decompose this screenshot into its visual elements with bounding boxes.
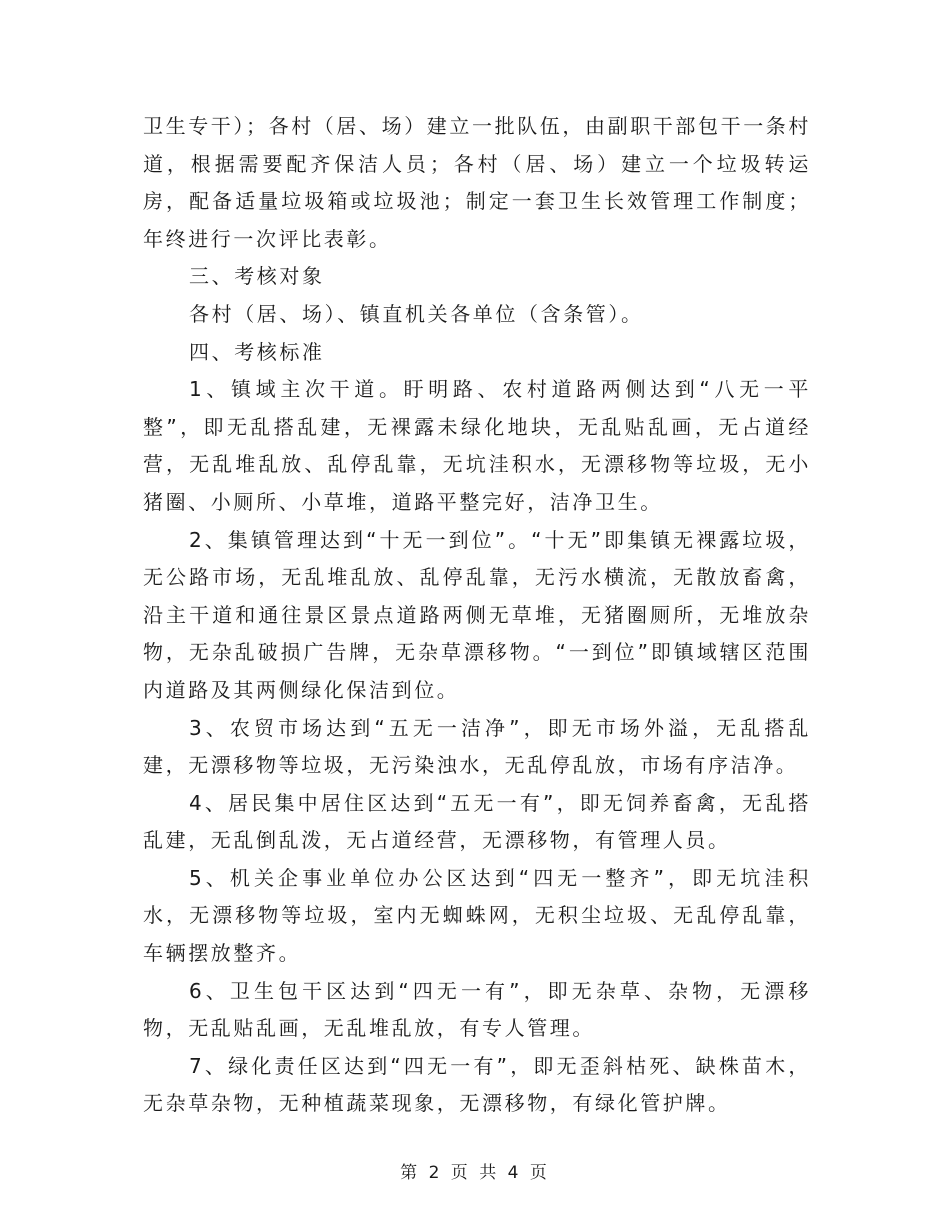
standard-item-5: 5、机关企事业单位办公区达到“四无一整齐”，即无坑洼积水，无漂移物等垃圾，室内无蜘蛛网，无积尘垃圾、无乱停乱靠，车辆摆放整齐。: [143, 865, 811, 966]
paragraph-assessment-targets: 各村（居、场）、镇直机关各单位（含条管）。: [189, 301, 644, 326]
standard-item-1: 1、镇域主次干道。盱明路、农村道路两侧达到“八无一平整”，即无乱搭乱建，无裸露未绿化地块，无乱贴乱画，无占道经营，无乱堆乱放、乱停乱靠，无坑洼积水，无漂移物等垃圾，无小猪圈、小厕所、小草堆，道路平整完好，洁净卫生。: [143, 377, 811, 514]
standard-item-3: 3、农贸市场达到“五无一洁净”，即无市场外溢，无乱搭乱建，无漂移物等垃圾，无污染浊水，无乱停乱放，市场有序洁净。: [143, 715, 811, 778]
standard-item-7: 7、绿化责任区达到“四无一有”，即无歪斜枯死、缺株苗木，无杂草杂物，无种植蔬菜现象，无漂移物，有绿化管护牌。: [143, 1053, 811, 1116]
standard-item-2: 2、集镇管理达到“十无一到位”。“十无”即集镇无裸露垃圾，无公路市场，无乱堆乱放、乱停乱靠，无污水横流，无散放畜禽，沿主干道和通往景区景点道路两侧无草堆，无猪圈厕所，无堆放杂物，无杂乱破损广告牌，无杂草漂移物。“一到位”即镇域辖区范围内道路及其两侧绿化保洁到位。: [143, 527, 811, 702]
page-footer: [0, 1158, 950, 1183]
page-number-label: 第 2 页 共 4 页: [400, 1163, 550, 1183]
standard-item-4: 4、居民集中居住区达到“五无一有”，即无饲养畜禽，无乱搭乱建，无乱倒乱泼，无占道经营，无漂移物，有管理人员。: [143, 790, 811, 853]
document-body: [143, 108, 811, 1123]
section-heading-assessment-standards: 四、考核标准: [189, 339, 325, 364]
paragraph-continuation: 卫生专干）；各村（居、场）建立一批队伍，由副职干部包干一条村道，根据需要配齐保洁人员；各村（居、场）建立一个垃圾转运房，配备适量垃圾箱或垃圾池；制定一套卫生长效管理工作制度；年终进行一次评比表彰。: [143, 114, 811, 251]
section-heading-assessment-targets: 三、考核对象: [189, 264, 325, 289]
standard-item-6: 6、卫生包干区达到“四无一有”，即无杂草、杂物，无漂移物，无乱贴乱画，无乱堆乱放，有专人管理。: [143, 978, 811, 1041]
